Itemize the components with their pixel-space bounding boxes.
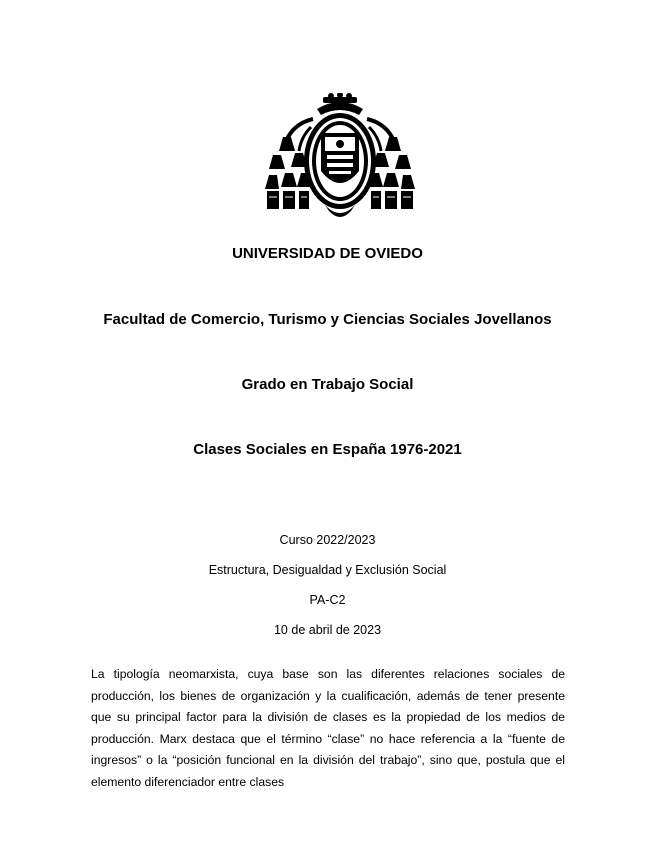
university-coat-of-arms-icon	[265, 93, 415, 225]
document-title: Clases Sociales en España 1976-2021	[193, 441, 462, 458]
document-date: 10 de abril de 2023	[273, 623, 382, 637]
subject-name: Estructura, Desigualdad y Exclusión Social	[208, 563, 447, 577]
faculty-name: Facultad de Comercio, Turismo y Ciencias Sociales Jovellanos	[103, 311, 552, 328]
university-name: UNIVERSIDAD DE OVIEDO	[232, 245, 423, 262]
group-code: PA-C2	[309, 593, 346, 607]
degree-name: Grado en Trabajo Social	[241, 376, 414, 393]
body-paragraph: La tipología neomarxista, cuya base son las diferentes relaciones sociales de producción, los bienes de organización y la cualificación, además de tener presente que su principal factor para la división de clases es la propiedad de los medios de producción. Marx destaca que el término “clase” no hace referencia a la “fuente de ingresos” o la “posición funcional en la división del trabajo”, sino que, postula que el elemento diferenciador entre clases	[91, 667, 565, 789]
course-year: Curso 2022/2023	[279, 533, 376, 547]
